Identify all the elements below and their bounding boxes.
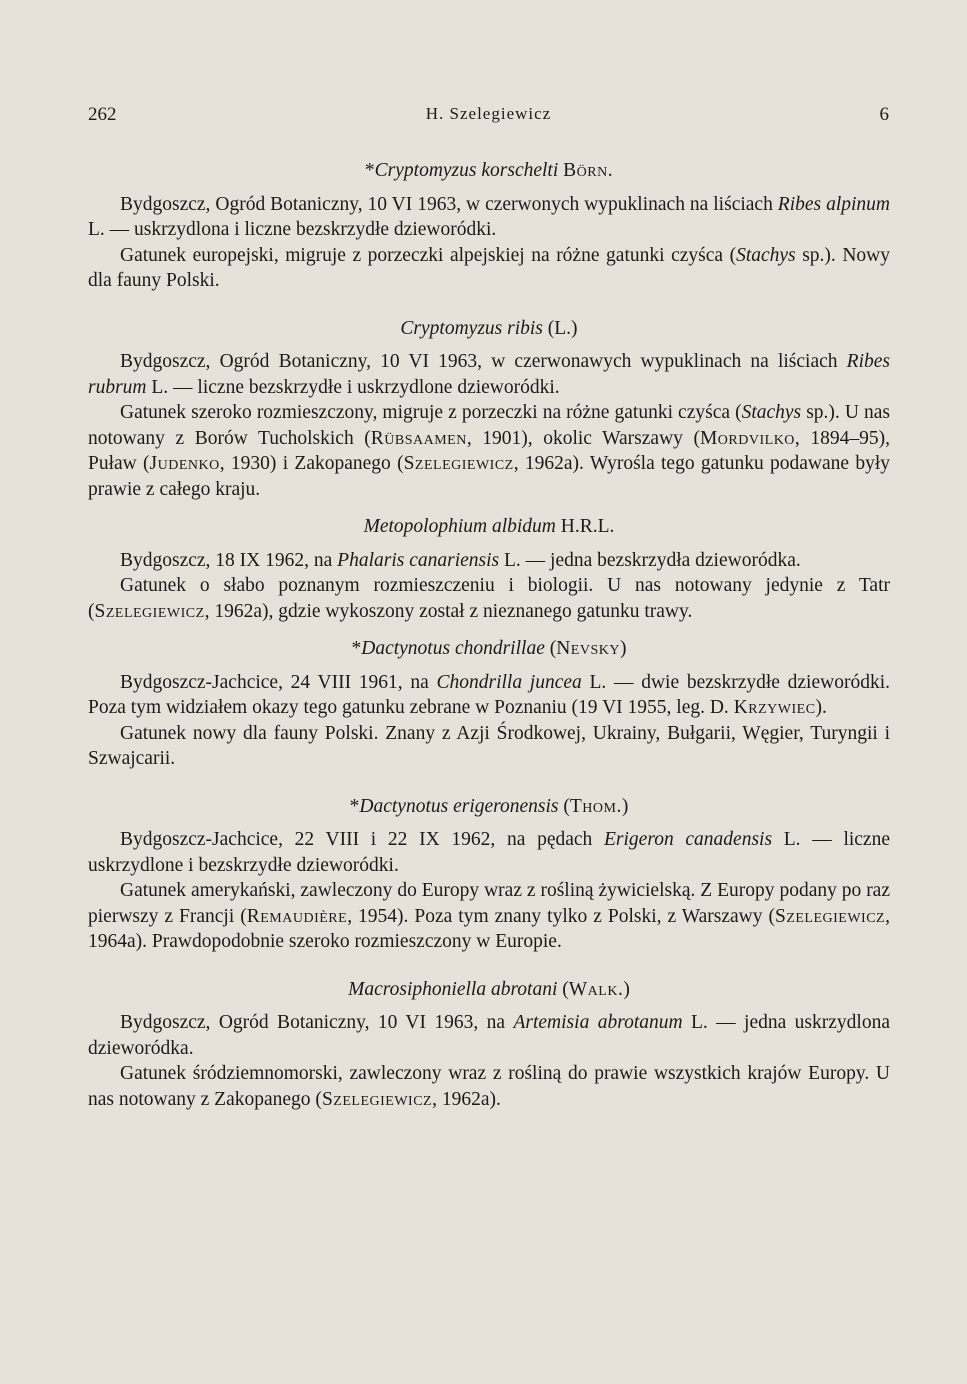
species-name: Dactynotus erigeronensis: [359, 795, 559, 817]
record-paragraph: Bydgoszcz-Jachcice, 22 VIII i 22 IX 1962, na pędach Erigeron canadensis L. — liczne uskrzydlone i bezskrzydłe dzieworódki.: [88, 829, 890, 876]
note-paragraph: Gatunek nowy dla fauny Polski. Znany z Azji Środkowej, Ukrainy, Bułgarii, Węgier, Turyngii i Szwajcarii.: [88, 722, 890, 769]
note-paragraph: Gatunek europejski, migruje z porzeczki alpejskiej na różne gatunki czyśca (Stachys sp.). Nowy dla fauny Polski.: [88, 244, 890, 291]
species-author: Thom.: [569, 795, 622, 817]
species-heading-cryptomyzus-ribis: [88, 316, 890, 342]
species-heading-cryptomyzus-korschelti: *Cryptomyzus korschelti Börn.: [364, 160, 614, 181]
record-paragraph: Bydgoszcz, Ogród Botaniczny, 10 VI 1963, w czerwonych wypuklinach na liściach Ribes alpinum L. — uskrzydlona i liczne bezskrzydłe dzieworódki.: [88, 193, 890, 240]
section-number: 6: [879, 104, 889, 125]
note-paragraph: Gatunek szeroko rozmieszczony, migruje z porzeczki na różne gatunki czyśca (Stachys sp.). U nas notowany z Borów Tucholskich (Rübsaamen, 1901), okolic Warszawy (Mordvilko, 1894–95), Puław (Judenko, 1930) i Zakopanego (Szelegiewicz, 1962a). Wyrośla tego gatunku podawane były prawie z całego kraju.: [88, 402, 890, 500]
species-heading-macrosiphoniella-abrotani: Macrosiphoniella abrotani (Walk.): [348, 978, 630, 1000]
record-paragraph: Bydgoszcz, Ogród Botaniczny, 10 VI 1963, w czerwonawych wypuklinach na liściach Ribes rubrum L. — liczne bezskrzydłe i uskrzydlone dzieworódki.: [88, 351, 890, 398]
species-heading-metopolophium-albidum: [88, 514, 890, 540]
note-paragraph: Gatunek śródziemnomorski, zawleczony wraz z rośliną do prawie wszystkich krajów Europy. U nas notowany z Zakopanego (Szelegiewicz, 1962a).: [88, 1063, 890, 1110]
note-paragraph: Gatunek o słabo poznanym rozmieszczeniu i biologii. U nas notowany jedynie z Tatr (Szelegiewicz, 1962a), gdzie wykoszony został z nieznanego gatunku trawy.: [88, 575, 890, 622]
species-heading-dactynotus-chondrillae: *Dactynotus chondrillae (Nevsky): [351, 638, 627, 659]
record-paragraph: Bydgoszcz, Ogród Botaniczny, 10 VI 1963, na Artemisia abrotanum L. — jedna uskrzydlona dzieworódka.: [88, 1012, 890, 1059]
running-head: H. Szelegiewicz: [425, 104, 552, 123]
species-author: Walk.: [568, 978, 624, 1000]
species-name: Macrosiphoniella abrotani: [348, 978, 558, 1000]
species-author: Börn.: [563, 160, 614, 181]
record-paragraph: Bydgoszcz-Jachcice, 24 VIII 1961, na Chondrilla juncea L. — dwie bezskrzydłe dzieworódki. Poza tym widziałem okazy tego gatunku zebrane w Poznaniu (19 VI 1955, leg. D. Krzywiec).: [88, 671, 890, 718]
species-name: Metopolophium albidum: [363, 516, 556, 537]
species-name: Cryptomyzus korschelti: [374, 160, 559, 181]
species-author: H.R.L.: [560, 516, 615, 537]
page-number: 262: [88, 104, 117, 125]
species-author: (L.): [547, 317, 578, 339]
species-name: Cryptomyzus ribis: [400, 317, 543, 339]
species-heading-dactynotus-erigeronensis: *Dactynotus erigeronensis (Thom.): [349, 795, 629, 817]
species-name: Dactynotus chondrillae: [361, 638, 545, 659]
record-paragraph: Bydgoszcz, 18 IX 1962, na Phalaris canariensis L. — jedna bezskrzydła dzieworódka.: [120, 549, 801, 571]
species-author: Nevsky: [556, 638, 620, 659]
page-body: [88, 158, 890, 1112]
note-paragraph: Gatunek amerykański, zawleczony do Europy wraz z rośliną żywicielską. Z Europy podany po raz pierwszy z Francji (Remaudière, 1954). Poza tym znany tylko z Polski, z Warszawy (Szelegiewicz, 1964a). Prawdopodobnie szeroko rozmieszczony w Europie.: [88, 880, 890, 952]
page-header: [88, 104, 889, 130]
